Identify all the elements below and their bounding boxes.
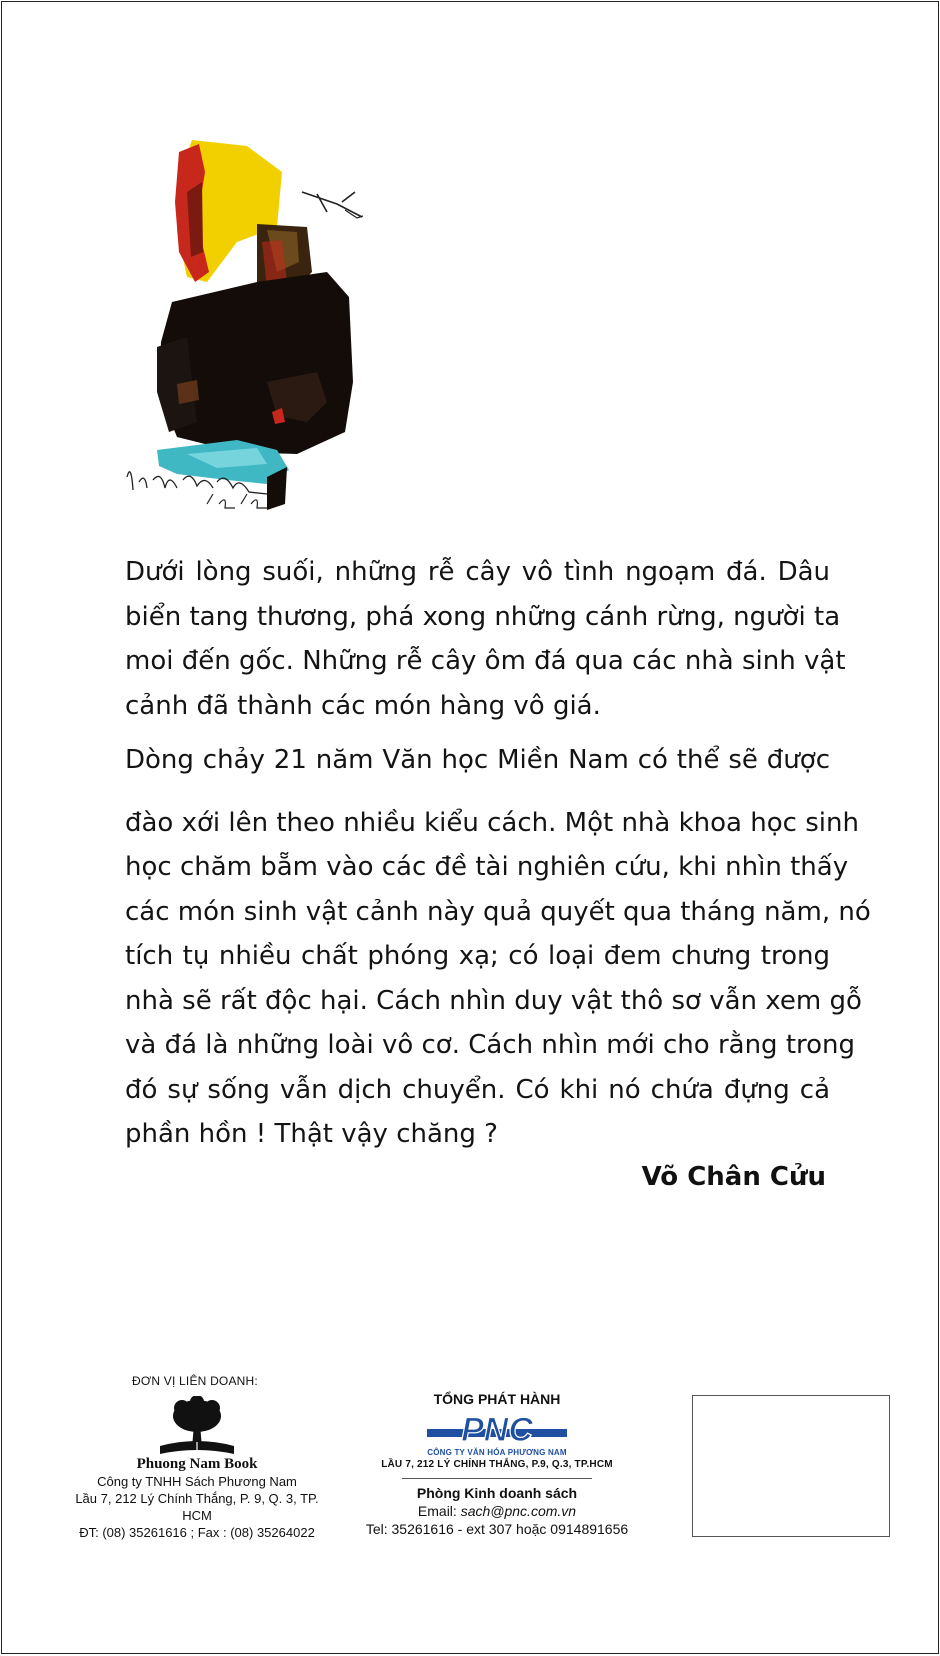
book-back-cover	[1, 1, 939, 1654]
text-line: các món sinh vật cảnh này quả quyết qua tháng năm, nó	[125, 896, 871, 927]
text-line: Dưới lòng suối, những rễ cây vô tình ngoạm đá. Dâu	[125, 557, 830, 587]
company-address: Lầu 7, 212 Lý Chính Thắng, P. 9, Q. 3, TP. HCM	[75, 1491, 319, 1523]
text-line: phần hồn ! Thật vậy chăng ?	[125, 1119, 498, 1149]
distributor-block	[347, 1391, 647, 1537]
text-line: đó sự sống vẫn dịch chuyển. Có khi nó chứa đựng cả	[125, 1074, 830, 1105]
text-line: và đá là những loài vô cơ. Cách nhìn mới cho rằng trong	[125, 1030, 856, 1060]
telephone-line: Tel: 35261616 - ext 307 hoặc 0914891656	[365, 1521, 629, 1537]
paragraph-2	[125, 738, 830, 783]
email-label: Email:	[417, 1503, 461, 1519]
paragraph-3	[125, 801, 871, 1157]
company-phone: ĐT: (08) 35261616 ; Fax : (08) 35264022	[79, 1525, 315, 1540]
author-name: Võ Chân Cửu	[641, 1162, 826, 1192]
text-line: cảnh đã thành các món hàng vô giá.	[125, 690, 601, 721]
publisher-brand: Phuong Nam Book	[136, 1456, 258, 1472]
text-line: biển tang thương, phá xong những cánh rừng, người ta	[125, 601, 841, 632]
distributor-address: LẦU 7, 212 LÝ CHÍNH THẮNG, P.9, Q.3, TP.HCM	[381, 1459, 613, 1470]
text-line: đào xới lên theo nhiều kiểu cách. Một nhà khoa học sinh	[125, 807, 859, 838]
sales-department: Phòng Kinh doanh sách	[416, 1485, 578, 1501]
svg-text:PNC: PNC	[461, 1411, 533, 1447]
barcode-placeholder-box	[692, 1395, 890, 1537]
text-line: học chăm bẵm vào các đề tài nghiên cứu, khi nhìn thấy	[125, 852, 849, 882]
company-name: Công ty TNHH Sách Phương Nam	[97, 1474, 297, 1489]
distributor-heading: TỔNG PHÁT HÀNH	[433, 1391, 561, 1407]
abstract-painting	[117, 132, 387, 562]
tree-book-logo-icon	[152, 1396, 242, 1458]
email-line	[347, 1503, 647, 1519]
signature-date	[207, 494, 267, 508]
divider	[402, 1478, 592, 1479]
text-line: tích tụ nhiều chất phóng xạ; có loại đem chưng trong	[125, 941, 830, 971]
text-line: Dòng chảy 21 năm Văn học Miền Nam có thể sẽ được	[125, 745, 830, 775]
joint-venture-block	[62, 1374, 332, 1541]
text-line: moi đến gốc. Những rễ cây ôm đá qua các nhà sinh vật	[125, 646, 846, 676]
body-text	[125, 550, 871, 1157]
joint-venture-label: ĐƠN VỊ LIÊN DOANH:	[132, 1374, 258, 1388]
text-line: nhà sẽ rất độc hại. Cách nhìn duy vật thô sơ vẫn xem gỗ	[125, 985, 862, 1016]
distributor-logo-subtitle: CÔNG TY VĂN HÓA PHƯƠNG NAM	[427, 1448, 567, 1457]
pnc-logo-icon	[427, 1411, 567, 1447]
paragraph-1	[125, 550, 846, 728]
email-address: sach@pnc.com.vn	[460, 1503, 577, 1519]
